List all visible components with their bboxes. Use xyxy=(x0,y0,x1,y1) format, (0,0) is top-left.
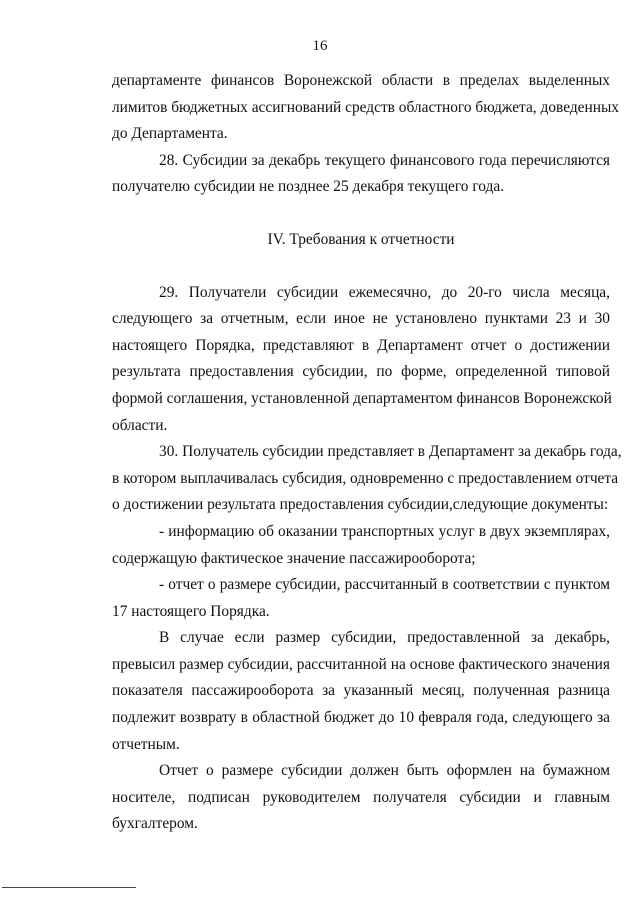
paragraph-refund xyxy=(112,625,610,758)
text-line: следующего за отчетным, если иное не установлено пунктами 23 и 30 xyxy=(112,310,610,328)
footnote-divider xyxy=(2,887,136,888)
text-line: бухгалтером. xyxy=(112,815,198,833)
list-item-transport-info xyxy=(112,519,610,572)
list-item-subsidy-report xyxy=(112,572,610,625)
text-line: носителе, подписан руководителем получателя субсидии и главным xyxy=(112,788,610,806)
text-line: до Департамента. xyxy=(112,125,228,143)
text-line: превысил размер субсидии, рассчитанной на основе фактического значения xyxy=(112,655,610,673)
text-line: отчетным. xyxy=(112,735,180,753)
text-line: лимитов бюджетных ассигнований средств областного бюджета, доведенных xyxy=(112,98,619,116)
text-line: подлежит возврату в областной бюджет до 10 февраля года, следующего за xyxy=(112,709,610,727)
text-line: 30. Получатель субсидии представляет в Департамент за декабрь года, xyxy=(159,443,622,461)
text-line: в котором выплачивалась субсидия, одновременно с предоставлением отчета xyxy=(112,469,619,487)
text-line: формой соглашения, установленной департаментом финансов Воронежской xyxy=(112,389,612,407)
text-line: 29. Получатели субсидии ежемесячно, до 20-го числа месяца, xyxy=(159,283,610,301)
text-line: области. xyxy=(112,416,168,434)
text-line: Отчет о размере субсидии должен быть оформлен на бумажном xyxy=(159,762,610,780)
page-number: 16 xyxy=(312,38,328,54)
text-line: получателю субсидии не позднее 25 декабря текущего года. xyxy=(112,178,505,196)
paragraph-continuation xyxy=(112,68,619,148)
text-line: департаменте финансов Воронежской области в пределах выделенных xyxy=(112,72,610,89)
text-line: 17 настоящего Порядка. xyxy=(112,602,270,620)
document-body xyxy=(112,68,622,838)
text-line: - информацию об оказании транспортных услуг в двух экземплярах, xyxy=(159,522,610,540)
text-line: показателя пассажирооборота за указанный месяц, полученная разница xyxy=(112,682,610,700)
text-line: о достижении результата предоставления субсидии,следующие документы: xyxy=(112,496,609,514)
paragraph-report-form xyxy=(112,758,610,838)
paragraph-30 xyxy=(112,439,622,519)
text-line: результата предоставления субсидии, по форме, определенной типовой xyxy=(112,363,610,381)
paragraph-28 xyxy=(112,148,610,201)
text-line: содержащую фактическое значение пассажирооборота; xyxy=(112,549,476,567)
text-line: настоящего Порядка, представляют в Департамент отчет о достижении xyxy=(112,336,610,354)
text-line: В случае если размер субсидии, предоставленной за декабрь, xyxy=(159,629,610,647)
paragraph-29 xyxy=(112,280,610,440)
section-heading: IV. Требования к отчетности xyxy=(267,230,455,248)
text-line: - отчет о размере субсидии, рассчитанный в соответствии с пунктом xyxy=(159,576,610,594)
text-line: 28. Субсидии за декабрь текущего финансового года перечисляются xyxy=(159,151,610,169)
